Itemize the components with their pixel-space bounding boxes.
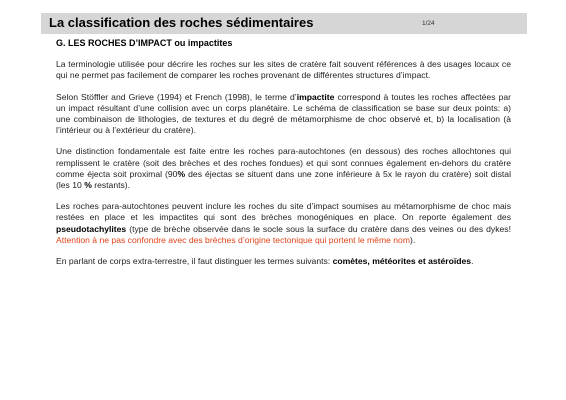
- section-heading: G. LES ROCHES D’IMPACT ou impactites: [56, 38, 233, 48]
- term-pseudotachylites: pseudotachylites: [56, 223, 127, 234]
- paragraph-terminology: La terminologie utilisée pour décrire les roches sur les sites de cratère fait souvent références à des usages locaux ce qui ne permet pas facilement de comparer les roches provenant de différentes structures d’impact.: [56, 59, 511, 81]
- percent-sign: %: [84, 180, 92, 191]
- paragraph-text: Selon Stöffler and Grieve (1994) et French (1998), le terme d’: [56, 91, 297, 102]
- paragraph-para-autochthonous: [56, 201, 511, 246]
- paragraph-impactite-definition: [56, 92, 511, 137]
- page-title: La classification des roches sédimentaires: [49, 15, 314, 30]
- paragraph-text: En parlant de corps extra-terrestre, il faut distinguer les termes suivants:: [56, 256, 333, 267]
- paragraph-text: des éjectas se situent dans une zone inférieure à 5x le rayon du cratère) soit distal (les 10: [56, 168, 511, 191]
- warning-note: Attention à ne pas confondre avec des brèches d’origine tectonique qui portent le même nom: [56, 234, 410, 245]
- paragraph-text: restants).: [91, 180, 131, 191]
- paragraph-text: Les roches para-autochtones peuvent inclure les roches du site d’impact soumises au métamorphisme de choc mais restées en place et les impactites qui sont des brèches monogéniques en place. On reporte également des: [56, 201, 511, 223]
- paragraph-distinction: [56, 146, 511, 191]
- page-number: 1/24: [422, 20, 435, 27]
- paragraph-extraterrestrial: [56, 256, 511, 267]
- paragraph-text: correspond à toutes les roches affectées par un impact résultant d’une collision avec un corps planétaire. Le schéma de classification se base sur deux points: a) une combinaison de lithologies, de textures et du degré de métamorphisme de choc observé et, b) la localisation (à l’intérieur ou à l’extérieur du cratère).: [56, 91, 511, 136]
- paragraph-text: Une distinction fondamentale est faite entre les roches para-autochtones (en dessous) des roches allochtones qui remplissent le cratère (soit des brèches et des roches fondues) et qui sont connues également en-dehors du cratère comme éjecta soit proximal (90: [56, 146, 511, 179]
- paragraph-text: ).: [410, 234, 416, 245]
- term-bodies: comètes, météorites et astéroïdes: [332, 256, 472, 267]
- paragraph-text: (type de brèche observée dans le socle sous la surface du cratère dans des veines ou des dykes!: [126, 223, 511, 234]
- term-impactite: impactite: [296, 91, 335, 102]
- document-body: [56, 38, 511, 277]
- title-bar: [41, 13, 527, 34]
- paragraph-text: .: [471, 256, 474, 267]
- percent-sign: %: [177, 168, 186, 179]
